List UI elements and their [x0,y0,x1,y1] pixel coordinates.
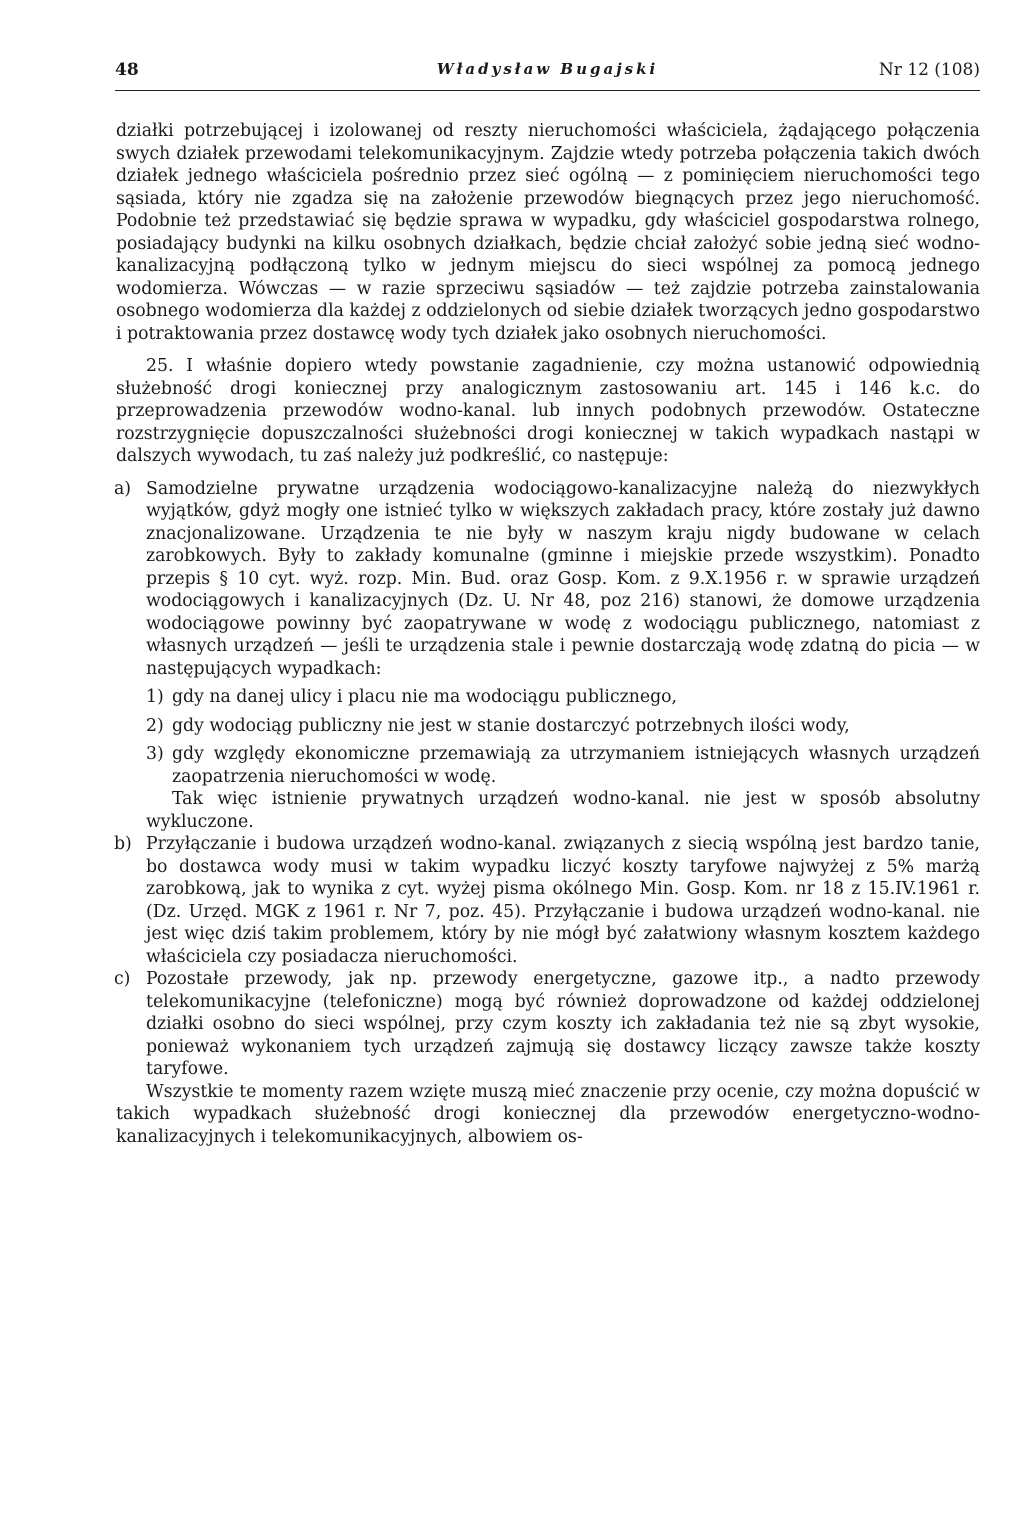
sub-item-label: 2) [146,715,164,736]
paragraph-intro: działki potrzebującej i izolowanej od reszty nieruchomości właściciela, żądającego połączenia swych działek przewodami telekomunikacyjnym. Zajdzie wtedy potrzeba połączenia takich dwóch działek jednego właściciela pośrednio przez sieć ogólną — z pominięciem nieruchomości tego sąsiada, który nie zgadza się na założenie przewodów biegnących przez jego nieruchomość. Podobnie też przedstawiać się będzie sprawa w wypadku, gdy właściciel gospodarstwa rolnego, posiadający budynki na kilku osobnych działkach, będzie chciał założyć sobie jedną sieć wodno-kanalizacyjną podłączoną tylko w jednym miejscu do sieci wspólnej za pomocą jednego wodomierza. Wówczas — w razie sprzeciwu sąsiadów — też zajdzie potrzeba zainstalowania osobnego wodomierza dla każdej z oddzielonych od siebie działek tworzących jedno gospodarstwo i potraktowania przez dostawcę wody tych działek jako osobnych nieruchomości. [116,121,980,344]
sub-item-3 [116,743,980,788]
item-text: Samodzielne prywatne urządzenia wodociągowo-kanalizacyjne należą do niezwykłych wyjątków, gdyż mogły one istnieć tylko w większych zakładach pracy, które zostały już dawno znacjonalizowane. Urządzenia te nie były w naszym kraju nigdy budowane w celach zarobkowych. Były to zakłady komunalne (gminne i miejskie przede wszystkim). Ponadto przepis § 10 cyt. wyż. rozp. Min. Bud. oraz Gosp. Kom. z 9.X.1956 r. w sprawie urządzeń wodociągowych i kanalizacyjnych (Dz. U. Nr 48, poz 216) stanowi, że domowe urządzenia wodociągowe powinny być zaopatrywane w wodę z wodociągu publicznego, natomiast z własnych urządzeń — jeśli te urządzenia stale i pewnie dostarczają wodę zdatną do picia — w następujących wypadkach: [146,478,980,679]
sub-item-text: gdy względy ekonomiczne przemawiają za utrzymaniem istniejących własnych urządzeń zaopatrzenia nieruchomości w wodę. [172,744,980,787]
page-number: 48 [115,60,139,80]
item-text: Przyłączanie i budowa urządzeń wodno-kanal. związanych z siecią wspólną jest bardzo tanie, bo dostawca wody musi w takim wypadku liczyć koszty taryfowe najwyżej z 5% marżą zarobkową, jak to wynika z cyt. wyżej pisma okólnego Min. Gosp. Kom. nr 18 z 15.IV.1961 r. (Dz. Urzęd. MGK z 1961 r. Nr 7, poz. 45). Przyłączanie i budowa urządzeń wodno-kanal. nie jest więc dziś takim problemem, który by nie mógł być załatwiony własnym kosztem każdego właściciela czy posiadacza nieruchomości. [146,834,980,967]
sub-item-label: 3) [146,744,164,764]
item-label: b) [114,834,132,854]
item-label: a) [114,478,132,499]
sub-item-text: gdy na danej ulicy i placu nie ma wodociągu publicznego, [172,687,678,707]
item-label: c) [114,969,131,989]
article-body [116,120,980,1148]
list-item-b [116,833,980,968]
page-header [115,60,980,91]
sub-item-text: gdy wodociąg publiczny nie jest w stanie dostarczyć potrzebnych ilości wody, [172,715,850,736]
item-text: Pozostałe przewody, jak np. przewody energetyczne, gazowe itp., a nadto przewody telekomunikacyjne (telefoniczne) mogą być również doprowadzone od każdej oddzielonej działki osobno do sieci wspólnej, przy czym koszty ich zakładania też nie są zbyt wysokie, ponieważ wykonaniem tych urządzeń zajmują się dostawcy liczący zawsze także koszty taryfowe. [146,969,980,1079]
list-item-a [116,478,980,681]
list-item-c [116,968,980,1081]
paragraph-25: 25. I właśnie dopiero wtedy powstanie zagadnienie, czy można ustanowić odpowiednią służebność drogi koniecznej przy analogicznym zastosowaniu art. 145 i 146 k.c. do przeprowadzenia przewodów wodno-kanal. lub innych podobnych przewodów. Ostateczne rozstrzygnięcie dopuszczalności służebności drogi koniecznej w takich wypadkach nastąpi w dalszych wywodach, tu zaś należy już podkreślić, co następuje: [116,356,980,466]
sub-item-1 [116,686,980,709]
issue-number: Nr 12 (108) [878,60,980,80]
item-a-conclusion: Tak więc istnienie prywatnych urządzeń wodno-kanal. nie jest w sposób absolutny wykluczone. [146,789,980,832]
sub-item-2 [116,715,980,738]
paragraph-final: Wszystkie te momenty razem wzięte muszą mieć znaczenie przy ocenie, czy można dopuścić w takich wypadkach służebność drogi koniecznej dla przewodów energetyczno-wodno-kanalizacyjnych i telekomunikacyjnych, albowiem os- [116,1081,980,1147]
sub-item-label: 1) [146,687,164,707]
running-head: Władysław Bugajski [436,60,659,78]
